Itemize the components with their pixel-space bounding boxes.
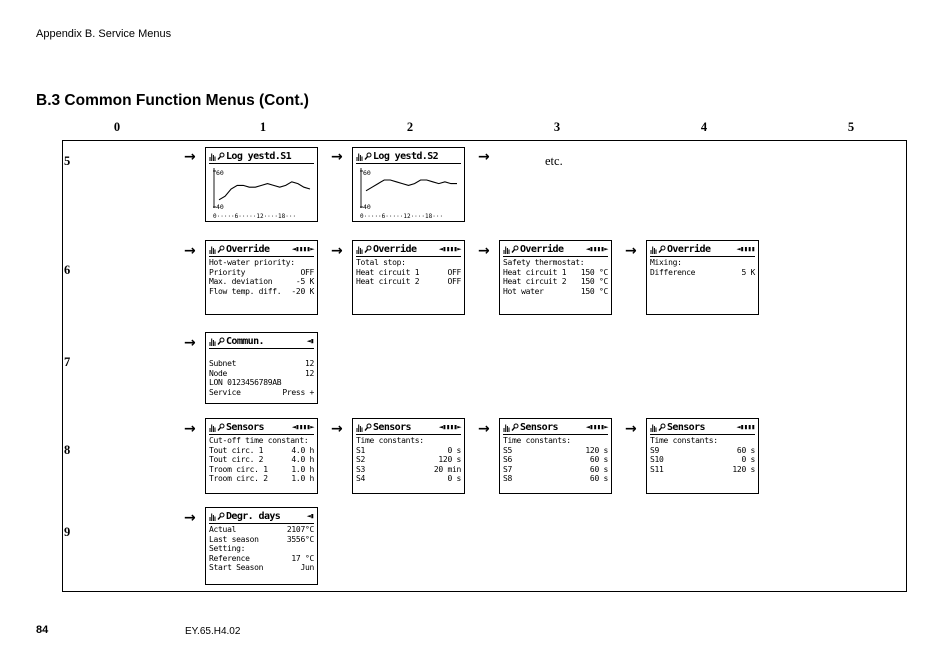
lcd-title-text: Sensors: [667, 421, 705, 433]
arrow-icon: →: [184, 510, 196, 526]
lcd-line-label: S6: [503, 455, 513, 464]
hand-icon: [209, 512, 216, 521]
screen-sensors-time-1: [352, 418, 465, 494]
graph-ymax-label: 60: [363, 169, 371, 177]
lcd-line: [356, 277, 461, 287]
lcd-title-text: Override: [520, 243, 564, 255]
arrow-icon: →: [478, 243, 490, 259]
lcd-title-bar: [650, 421, 755, 435]
lcd-line: [209, 525, 314, 535]
etc-label: etc.: [545, 154, 563, 168]
lcd-line-value: -5 K: [295, 277, 314, 286]
lcd-line: [650, 465, 755, 475]
lcd-body: [209, 525, 314, 573]
lcd-line: [503, 258, 608, 268]
lcd-line: [503, 446, 608, 456]
lcd-title-bar: [209, 150, 314, 164]
lcd-body: [650, 436, 755, 474]
lcd-title-bar: [356, 150, 461, 164]
log-graph-s1: [209, 165, 312, 221]
lcd-line-value: 60 s: [736, 445, 755, 455]
lcd-line-label: Node: [209, 368, 228, 378]
lcd-body: [356, 436, 461, 484]
lcd-line-value: Press +: [282, 387, 314, 397]
lcd-title-text: Override: [667, 243, 711, 255]
arrow-icon: →: [625, 421, 637, 437]
lcd-line: [650, 436, 755, 446]
arrow-icon: →: [184, 421, 196, 437]
lcd-line: [209, 544, 314, 554]
lcd-line-value: 4.0 h: [291, 445, 314, 455]
lcd-line: [209, 455, 314, 465]
lcd-line: [503, 268, 608, 278]
wrench-icon: [217, 423, 225, 432]
graph-ymin-label: 40: [363, 203, 371, 211]
wrench-icon: [217, 512, 225, 521]
page-indicator: ◄▮▮▮▮►: [585, 423, 608, 431]
graph-ymin-label: 40: [216, 203, 224, 211]
page-indicator: ◄▮▮▮▮►: [438, 245, 461, 253]
grid-col-header-2: 2: [406, 120, 414, 134]
lcd-line-label: S5: [503, 445, 513, 455]
arrow-icon: →: [625, 243, 637, 259]
arrow-icon: →: [184, 335, 196, 351]
hand-icon: [356, 245, 363, 254]
lcd-line-value: 150 °C: [580, 286, 608, 296]
grid-col-header-4: 4: [700, 120, 708, 134]
lcd-line-label: Reference: [209, 553, 250, 563]
grid-col-header-3: 3: [553, 120, 561, 134]
lcd-line-label: Total stop:: [356, 258, 406, 267]
lcd-line-value: OFF: [447, 277, 461, 286]
lcd-line-label: Tout circ. 2: [209, 455, 264, 464]
lcd-line-label: Max. deviation: [209, 277, 273, 286]
lcd-line-value: 60 s: [589, 455, 608, 464]
lcd-line-label: Priority: [209, 267, 246, 277]
grid-row-header-6: 6: [64, 263, 71, 277]
arrow-icon: →: [184, 149, 196, 165]
lcd-line-label: Service: [209, 387, 241, 397]
hand-icon: [650, 245, 657, 254]
lcd-line-value: 3556°C: [286, 534, 314, 544]
grid-row-header-9: 9: [64, 525, 71, 539]
grid-row-header-7: 7: [64, 355, 71, 369]
lcd-line: [650, 268, 755, 278]
page-indicator: ◄▮: [306, 512, 314, 520]
hand-icon: [356, 423, 363, 432]
lcd-line-value: OFF: [300, 267, 314, 277]
lcd-line: [650, 455, 755, 465]
lcd-line-value: 1.0 h: [291, 464, 314, 474]
arrow-icon: →: [478, 149, 490, 165]
lcd-line-label: Heat circuit 1: [356, 267, 420, 277]
graph-xaxis-labels: 0·····6·····12····18···: [360, 213, 444, 220]
lcd-body: [356, 258, 461, 287]
lcd-line-value: 5 K: [741, 267, 755, 277]
arrow-icon: →: [184, 243, 196, 259]
page-indicator: ◄▮▮▮▮►: [438, 423, 461, 431]
document-code: EY.65.H4.02: [185, 626, 241, 637]
lcd-title-text: Commun.: [226, 335, 264, 347]
lcd-line-value: 20 min: [433, 464, 461, 474]
lcd-title-text: Log yestd.S2: [373, 150, 439, 162]
lcd-line-label: Hot-water priority:: [209, 258, 295, 267]
lcd-line: [209, 378, 314, 388]
lcd-line-label: LON 0123456789AB: [209, 378, 282, 387]
lcd-line-label: Tout circ. 1: [209, 445, 264, 455]
lcd-body: [650, 258, 755, 277]
lcd-line-value: 12: [304, 368, 314, 378]
lcd-line-label: Troom circ. 2: [209, 474, 268, 483]
lcd-body: [209, 258, 314, 296]
lcd-line-label: Setting:: [209, 544, 246, 553]
lcd-line-value: Jun: [300, 563, 314, 572]
lcd-line: [209, 258, 314, 268]
page-indicator: ◄▮▮▮▮: [736, 423, 755, 431]
lcd-title-bar: [209, 243, 314, 257]
lcd-line: [356, 455, 461, 465]
screen-override-hot-water: [205, 240, 318, 315]
lcd-line-label: Flow temp. diff.: [209, 286, 282, 296]
lcd-line-value: 4.0 h: [291, 455, 314, 464]
lcd-line: [209, 465, 314, 475]
lcd-line: [503, 474, 608, 484]
lcd-line-value: 0 s: [447, 474, 461, 483]
arrow-icon: →: [331, 421, 343, 437]
lcd-line: [209, 359, 314, 369]
lcd-body: [209, 350, 314, 397]
lcd-title-text: Override: [226, 243, 270, 255]
lcd-body: [503, 436, 608, 484]
lcd-line: [209, 369, 314, 379]
lcd-line-label: Subnet: [209, 359, 237, 368]
lcd-line-label: S11: [650, 464, 664, 474]
hand-icon: [356, 152, 363, 161]
lcd-line-label: Time constants:: [356, 436, 424, 445]
lcd-line-label: S3: [356, 464, 366, 474]
lcd-line-label: S9: [650, 445, 660, 455]
lcd-line: [503, 277, 608, 287]
page-indicator: ◄▮▮▮▮►: [585, 245, 608, 253]
lcd-line-label: S2: [356, 455, 366, 464]
lcd-title-text: Sensors: [373, 421, 411, 433]
lcd-line: [356, 268, 461, 278]
grid-row-header-8: 8: [64, 443, 71, 457]
lcd-line-label: Troom circ. 1: [209, 464, 268, 474]
lcd-line: [503, 465, 608, 475]
wrench-icon: [364, 423, 372, 432]
lcd-line-value: 120 s: [732, 464, 755, 474]
lcd-line-value: 120 s: [585, 445, 608, 455]
lcd-line: [356, 258, 461, 268]
page-indicator: ◄▮▮▮▮: [736, 245, 755, 253]
lcd-title-bar: [209, 335, 314, 349]
lcd-line: [503, 455, 608, 465]
page-indicator: ◄▮▮▮▮►: [291, 245, 314, 253]
grid-col-header-0: 0: [113, 120, 121, 134]
lcd-line-value: 150 °C: [580, 267, 608, 277]
grid-col-header-1: 1: [259, 120, 267, 134]
lcd-line: [209, 554, 314, 564]
screen-override-total-stop: [352, 240, 465, 315]
grid-row-header-5: 5: [64, 154, 71, 168]
lcd-title-text: Override: [373, 243, 417, 255]
lcd-title-text: Sensors: [520, 421, 558, 433]
lcd-line: [209, 436, 314, 446]
lcd-line: [356, 436, 461, 446]
lcd-line-label: Heat circuit 1: [503, 267, 567, 277]
lcd-line: [209, 535, 314, 545]
wrench-icon: [217, 152, 225, 161]
lcd-line: [209, 563, 314, 573]
lcd-line-label: S8: [503, 474, 513, 483]
lcd-line-value: 60 s: [589, 464, 608, 474]
lcd-line-label: Heat circuit 2: [503, 277, 567, 286]
lcd-title-bar: [209, 510, 314, 524]
log-graph-s2: [356, 165, 459, 221]
lcd-line-value: 60 s: [589, 474, 608, 483]
lcd-line-value: OFF: [447, 267, 461, 277]
hand-icon: [209, 152, 216, 161]
wrench-icon: [217, 337, 225, 346]
wrench-icon: [217, 245, 225, 254]
lcd-line-label: Heat circuit 2: [356, 277, 420, 286]
lcd-line: [209, 268, 314, 278]
lcd-line-label: Start Season: [209, 563, 264, 572]
screen-degr-days: [205, 507, 318, 585]
wrench-icon: [511, 245, 519, 254]
lcd-line: [209, 446, 314, 456]
wrench-icon: [364, 245, 372, 254]
lcd-line-label: Time constants:: [650, 436, 718, 445]
page-header: Appendix B. Service Menus: [36, 28, 172, 40]
hand-icon: [650, 423, 657, 432]
hand-icon: [209, 423, 216, 432]
page-indicator: ◄▮▮▮▮►: [291, 423, 314, 431]
page-indicator: ◄▮: [306, 337, 314, 345]
lcd-body: [503, 258, 608, 296]
lcd-line: [356, 446, 461, 456]
lcd-line-label: Hot water: [503, 286, 544, 296]
lcd-line: [503, 287, 608, 297]
lcd-line-label: Mixing:: [650, 258, 682, 267]
lcd-line-value: 0 s: [447, 445, 461, 455]
lcd-line-label: Time constants:: [503, 436, 571, 445]
lcd-line-value: 2107°C: [286, 525, 314, 534]
lcd-line-label: Actual: [209, 525, 237, 534]
screen-override-mixing: [646, 240, 759, 315]
lcd-line: [209, 287, 314, 297]
lcd-line: [209, 277, 314, 287]
lcd-title-bar: [356, 421, 461, 435]
lcd-line: [356, 465, 461, 475]
graph-xaxis-labels: 0·····6·····12····18···: [213, 213, 297, 220]
grid-col-header-5: 5: [847, 120, 855, 134]
hand-icon: [503, 245, 510, 254]
lcd-title-bar: [356, 243, 461, 257]
lcd-line-value: 1.0 h: [291, 474, 314, 483]
wrench-icon: [658, 423, 666, 432]
lcd-line: [650, 446, 755, 456]
hand-icon: [503, 423, 510, 432]
lcd-line: [209, 388, 314, 398]
screen-commun: [205, 332, 318, 404]
lcd-line-label: Difference: [650, 267, 696, 277]
screen-override-safety-thermostat: [499, 240, 612, 315]
lcd-title-bar: [209, 421, 314, 435]
lcd-line: [209, 474, 314, 484]
lcd-line-label: S1: [356, 445, 366, 455]
lcd-line-value: 0 s: [741, 455, 755, 464]
lcd-line-label: Cut-off time constant:: [209, 436, 309, 445]
hand-icon: [209, 245, 216, 254]
arrow-icon: →: [331, 243, 343, 259]
hand-icon: [209, 337, 216, 346]
lcd-title-bar: [503, 243, 608, 257]
lcd-title-text: Degr. days: [226, 510, 281, 522]
screen-sensors-cutoff: [205, 418, 318, 494]
screen-log-yestd-s1: [205, 147, 318, 222]
lcd-title-bar: [650, 243, 755, 257]
lcd-line: [650, 258, 755, 268]
lcd-line-value: 150 °C: [580, 277, 608, 286]
lcd-line-label: Safety thermostat:: [503, 258, 585, 267]
lcd-title-text: Sensors: [226, 421, 264, 433]
lcd-title-bar: [503, 421, 608, 435]
section-title: B.3 Common Function Menus (Cont.): [36, 92, 309, 109]
wrench-icon: [658, 245, 666, 254]
arrow-icon: →: [478, 421, 490, 437]
lcd-line: [356, 474, 461, 484]
lcd-body: [209, 436, 314, 484]
lcd-line-label: Last season: [209, 534, 259, 544]
screen-log-yestd-s2: [352, 147, 465, 222]
arrow-icon: →: [331, 149, 343, 165]
lcd-line-value: 17 °C: [291, 553, 314, 563]
wrench-icon: [364, 152, 372, 161]
lcd-line-value: -20 K: [291, 286, 314, 296]
lcd-line-value: 120 s: [438, 455, 461, 464]
lcd-line: [503, 436, 608, 446]
lcd-title-text: Log yestd.S1: [226, 150, 292, 162]
screen-sensors-time-2: [499, 418, 612, 494]
lcd-line-label: S10: [650, 455, 664, 464]
lcd-line-label: S4: [356, 474, 366, 483]
graph-ymax-label: 60: [216, 169, 224, 177]
page-number: 84: [36, 624, 49, 636]
wrench-icon: [511, 423, 519, 432]
screen-sensors-time-3: [646, 418, 759, 494]
lcd-line-label: S7: [503, 464, 513, 474]
lcd-line-value: 12: [304, 359, 314, 368]
